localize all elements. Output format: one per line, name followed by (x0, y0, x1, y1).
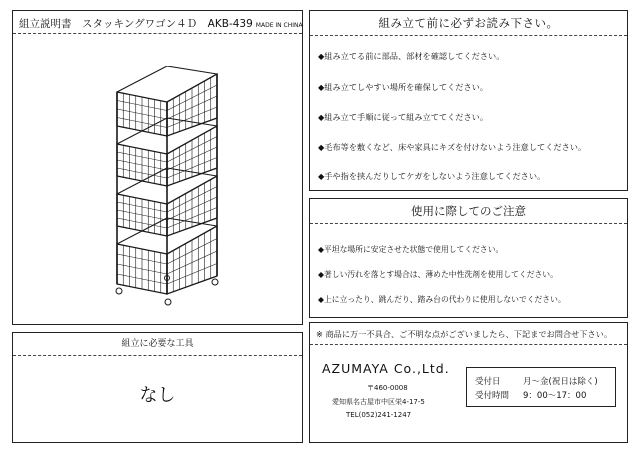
use-item: ◆著しい汚れを落とす場合は、薄めた中性洗剤を使用してください。 (318, 270, 558, 279)
days-value: 月～金(祝日は除く) (523, 377, 598, 387)
usage-caution-panel (309, 198, 628, 318)
time-label: 受付時間 (475, 391, 510, 401)
read-item: ◆組み立て手順に従って組み立ててください。 (318, 112, 489, 122)
company-address: 愛知県名古屋市中区栄4-17-5 (332, 398, 425, 406)
company-panel (309, 322, 628, 443)
product-header (13, 11, 302, 34)
days-label: 受付日 (475, 377, 501, 387)
use-section-title: 使用に際してのご注意 (310, 199, 627, 224)
read-item: ◆組み立てしやすい場所を確保してください。 (318, 82, 489, 92)
company-name: AZUMAYA Co.,Ltd. (322, 361, 450, 376)
made-in-label: MADE IN CHINA (255, 22, 303, 29)
business-hours-box (466, 367, 616, 407)
inquiry-notice: ※ 商品に万一不具合、ご不明な点がございましたら、下記までお問合せ下さい。 (310, 323, 627, 345)
postal-code: 〒460-0008 (367, 384, 408, 392)
read-before-assembly-panel (309, 10, 628, 191)
read-item: ◆手や指を挟んだりしてケガをしないよう注意してください。 (318, 171, 546, 181)
use-item: ◆上に立ったり、跳んだり、踏み台の代わりに使用しないでください。 (318, 295, 566, 304)
tools-title: 組立に必要な工具 (13, 333, 302, 356)
read-item: ◆毛布等を敷くなど、床や家具にキズを付けないよう注意してください。 (318, 142, 587, 152)
stacking-wagon-illustration (105, 66, 225, 311)
tools-panel (12, 332, 303, 443)
product-title: 組立説明書 スタッキングワゴン４Ｄ AKB-439 (19, 18, 253, 30)
read-item: ◆組み立てる前に部品、部材を確認してください。 (318, 51, 505, 61)
tools-value: なし (139, 385, 176, 406)
use-item: ◆平坦な場所に安定させた状態で使用してください。 (318, 245, 504, 254)
read-section-title: 組み立て前に必ずお読み下さい。 (310, 11, 627, 36)
product-panel (12, 10, 303, 325)
company-tel: TEL(052)241-1247 (346, 411, 412, 419)
time-value: 9：00～17：00 (523, 391, 587, 401)
